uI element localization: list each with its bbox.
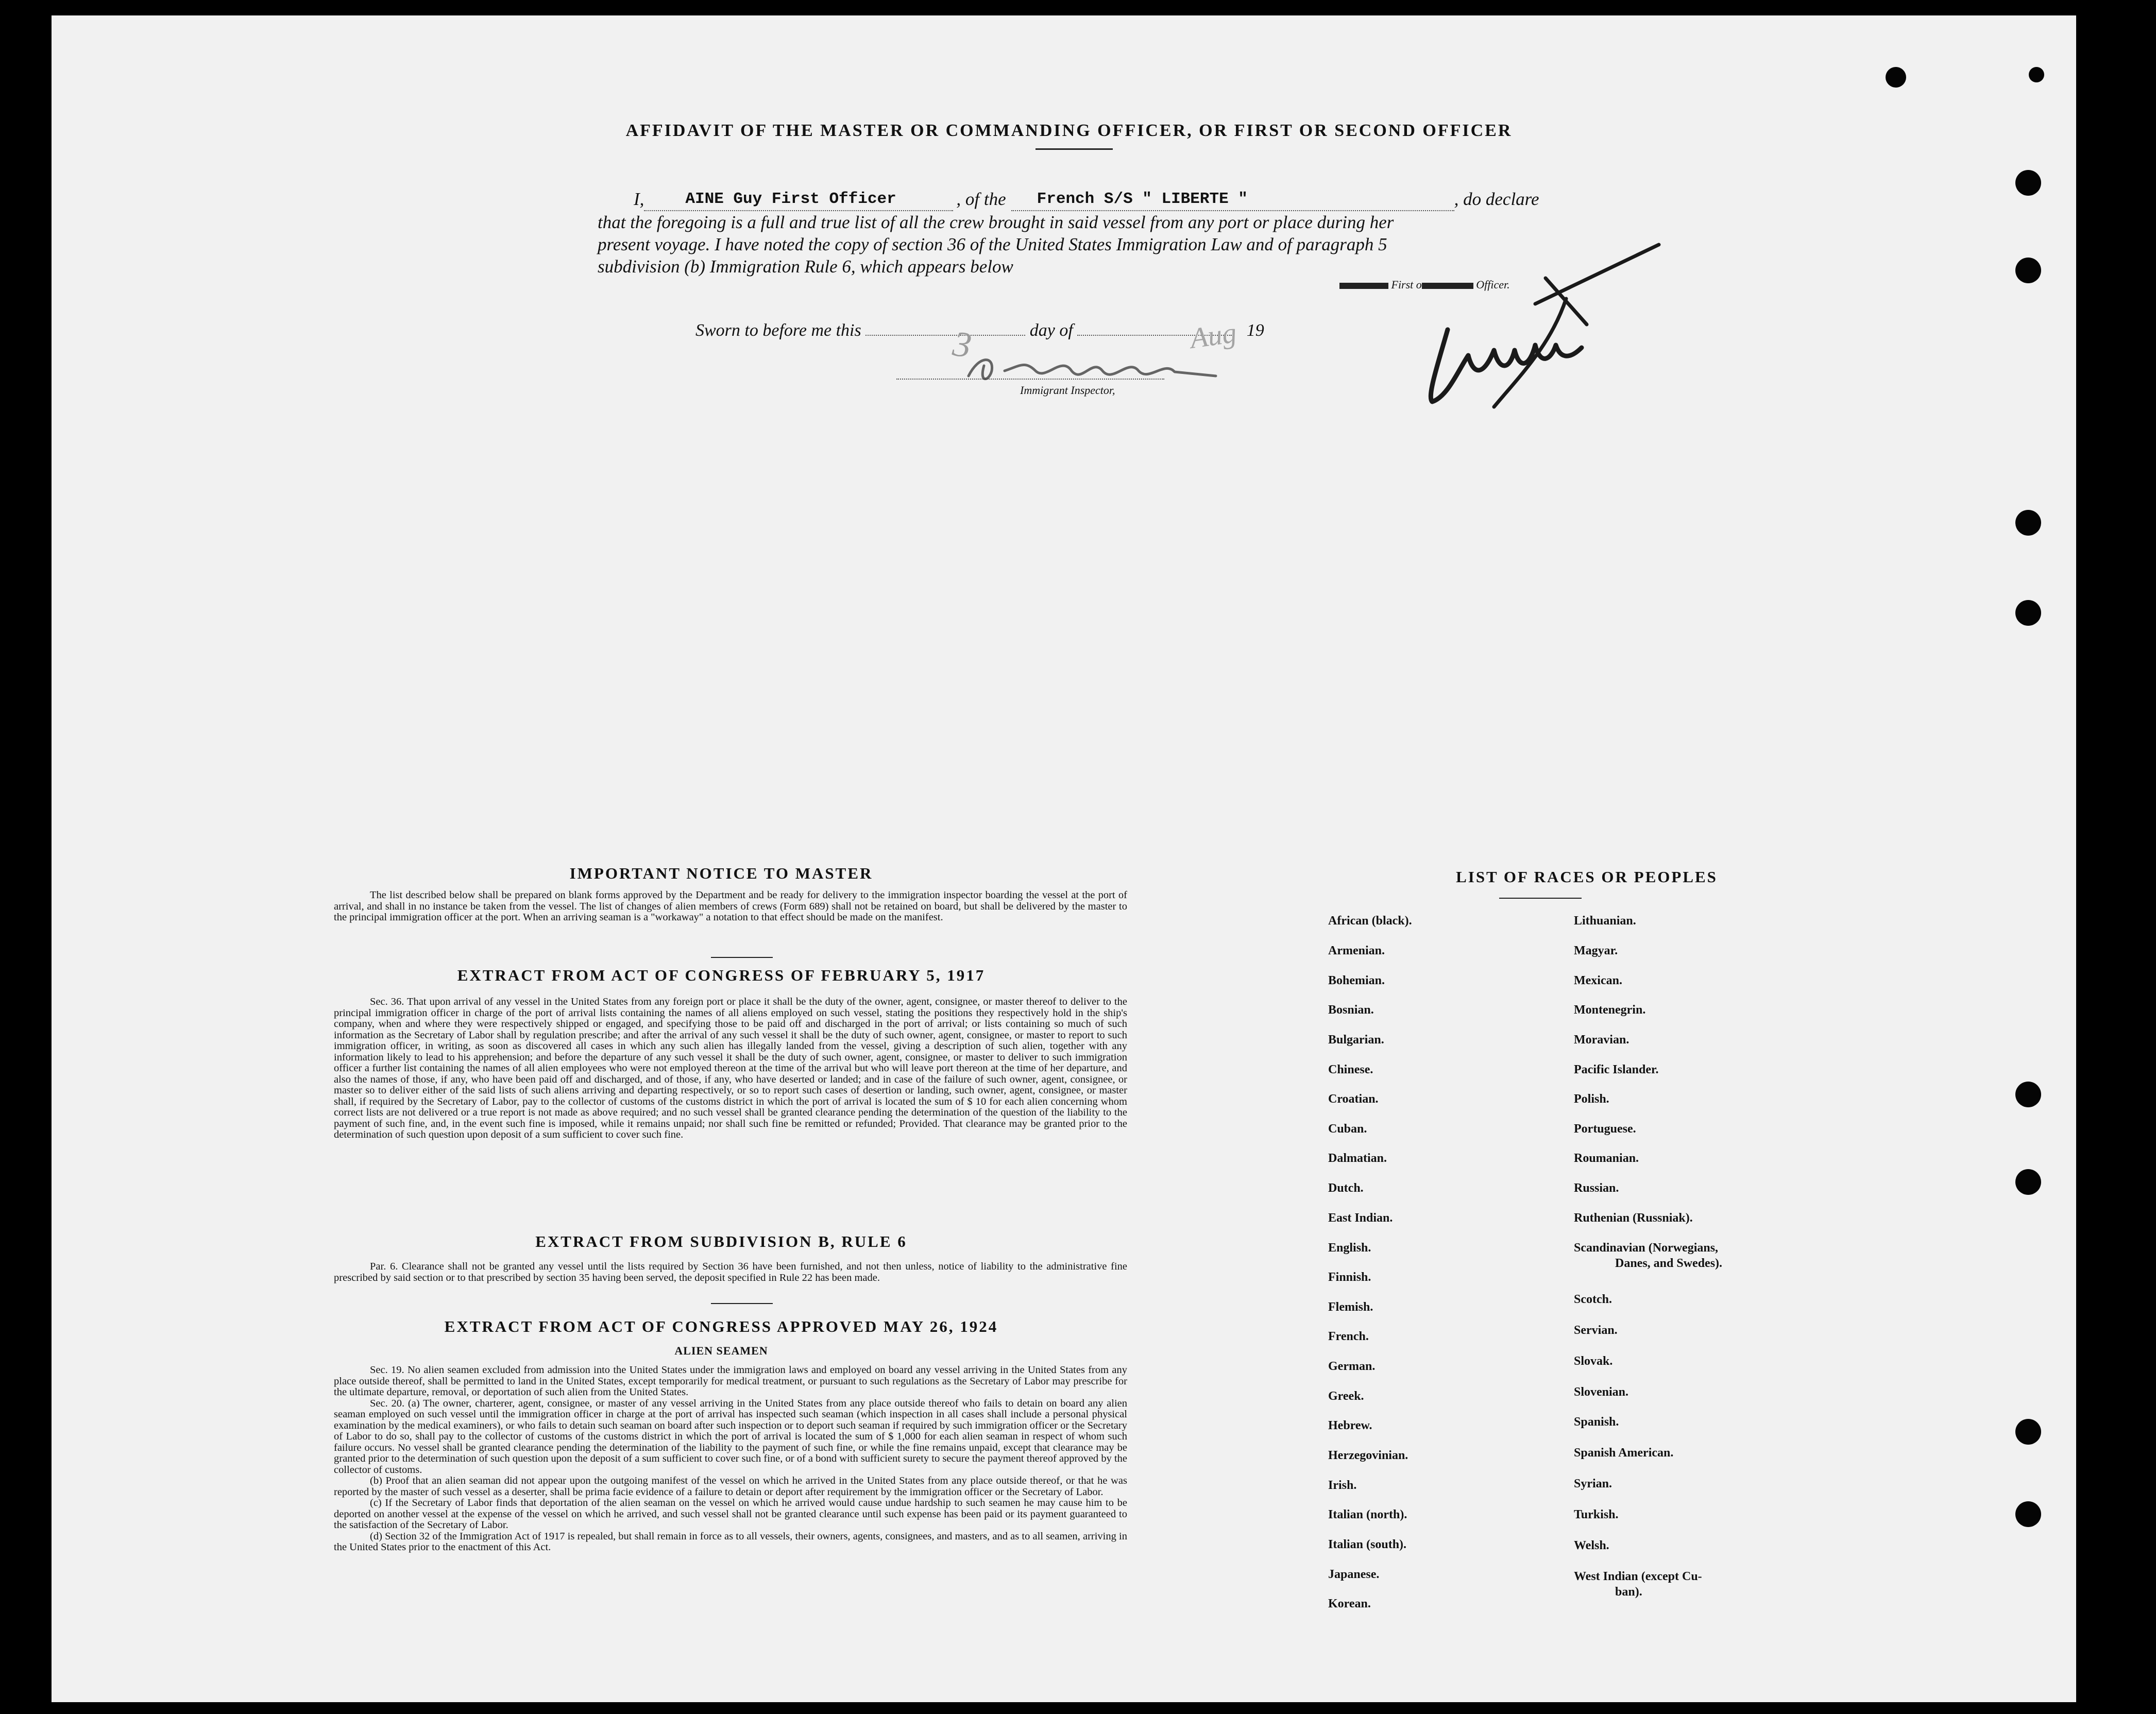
extract-1917-title: EXTRACT FROM ACT OF CONGRESS OF FEBRUARY 5, 1917 (457, 966, 986, 984)
extract-1917-body: Sec. 36. That upon arrival of any vessel in the United States from any foreign port or place it shall be the duty of the owner, agent, consignee, or master thereof to deliver to the principal immigration officer in charge of the port of arrival lists containing the names of all aliens employed on such vessel, stating the positions they respectively hold in the ship's company, when and where they were respectively shipped or engaged, and specifying those to be paid off and discharged in the port of arrival; or lists containing so much of such information as the Secretary of Labor shall by regulation prescribe; and after the arrival of any such vessel it shall be the duty of such owner, agent, consignee, or master to report to such immigration officer, in writing, as soon as discovered all cases in which any such alien has illegally landed from the vessel, giving a description of such alien, together with any information likely to lead to his apprehension; and before the departure of any such vessel it shall be the duty of such owner, agent, consignee, or master to deliver to such immigration officer a further list containing the names of all alien employees who were not employed thereon at the time of the arrival but who will leave port thereon at the time of her departure, and also the names of those, if any, who have been paid off and discharged, and of those, if any, who have deserted or landed; and in case of the failure of such owner, agent, consignee, or master so to deliver either of the said lists of such aliens arriving and departing respectively, or so to report such cases of desertion or landing, such owner, agent, consignee, or master shall, if required by the Secretary of Labor, pay to the collector of customs of the customs district in which the port of arrival is located the sum of $ 10 for each alien concerning whom correct lists are not delivered or a true report is not made as above required; and no such vessel shall be granted clearance pending the determination of the question of the liability to the payment of such fine, and, in the event such fine is imposed, while it remains unpaid; nor shall such fine be remitted or refunded; Provided. That clearance may be granted prior to the determination of such question upon deposit of a sum sufficient to cover such fine. (334, 996, 1127, 1140)
race-item: Magyar. (1574, 944, 1618, 957)
race-item: Portuguese. (1574, 1122, 1636, 1136)
race-item: Roumanian. (1574, 1152, 1639, 1165)
sec-20b-paragraph: (b) Proof that an alien seaman did not appear upon the outgoing manifest of the vessel on which he arrived in the United States from any place outside thereof, or that he was reported by the master of such vessel as a deserter, shall be prima facie evidence of a failure to detain or deport after requirement by the immigration officer or the Secretary of Labor. (334, 1475, 1127, 1498)
punch-hole-decoration (2015, 258, 2041, 283)
section-divider (711, 1303, 773, 1304)
race-item: Bulgarian. (1328, 1033, 1384, 1047)
officer-signature-image (1417, 242, 1664, 412)
race-item: Greek. (1328, 1390, 1364, 1403)
race-item: Scandinavian (Norwegians, (1574, 1241, 1719, 1255)
race-item: Danes, and Swedes). (1615, 1257, 1723, 1270)
extract-1924-title: EXTRACT FROM ACT OF CONGRESS APPROVED MAY 26, 1924 (444, 1317, 998, 1335)
race-item: Bohemian. (1328, 974, 1385, 987)
race-item: Cuban. (1328, 1122, 1367, 1136)
declaration-of-the: , of the (956, 189, 1006, 209)
race-item: Slovenian. (1574, 1385, 1629, 1399)
race-item: Herzegovinian. (1328, 1449, 1408, 1462)
punch-hole-decoration (2015, 600, 2041, 626)
race-item: Servian. (1574, 1324, 1618, 1337)
handwritten-month: Aug (1188, 317, 1239, 355)
punch-hole-decoration (2015, 1169, 2041, 1195)
punch-hole-decoration (2029, 67, 2044, 82)
declaration-line-2: that the foregoing is a full and true list of all the crew brought in said vessel from any port or place during her (598, 212, 1394, 232)
race-item: Dutch. (1328, 1181, 1364, 1195)
declaration-i: I, (634, 189, 644, 209)
sec-20a-paragraph: Sec. 20. (a) The owner, charterer, agent, consignee, or master of any vessel arriving in the United States from any place outside thereof who fails to detain on board any alien seaman employed on such vessel until the immigration officer in charge at the port of arrival has inspected such seaman (which inspection in all cases shall include a personal physical examination by the medical examiners), or who fails to detain such seaman on board after such inspection or to deport such seaman if required by such immigration officer or the Secretary of Labor to do so, shall pay to the collector of customs of the customs district in which the port of arrival is located the sum of $ 1,000 for each alien seaman in respect of whom such failure occurs. No vessel shall be granted clearance pending the determination of the liability to the payment of such fine, or while the fine remains unpaid, except that clearance may be granted prior to the determination of such question upon the deposit of a sum sufficient to cover such fine, or of a bond with sufficient surety to secure the payment thereof approved by the collector of customs. (334, 1397, 1127, 1476)
vessel-name-field: French S/S " LIBERTE " (1011, 188, 1454, 211)
race-item: Dalmatian. (1328, 1152, 1387, 1165)
affidavit-title: AFFIDAVIT OF THE MASTER OR COMMANDING OFFICER, OR FIRST OR SECOND OFFICER (625, 121, 1513, 140)
race-item: Japanese. (1328, 1568, 1380, 1581)
race-item: Welsh. (1574, 1539, 1609, 1552)
race-item: Italian (south). (1328, 1538, 1407, 1551)
race-item: Ruthenian (Russniak). (1574, 1211, 1693, 1225)
race-item: Mexican. (1574, 974, 1622, 987)
sec-19-paragraph: Sec. 19. No alien seamen excluded from admission into the United States under the immigration laws and employed on board any vessel arriving in the United States from any place outside thereof, shall be permitted to land in the United States, except temporarily for medical treatment, or pursuant to such regulations as the Secretary of Labor may prescribe for the ultimate departure, removal, or deportation of such alien from the United States. (334, 1364, 1127, 1398)
race-item: African (black). (1328, 914, 1412, 928)
punch-hole-decoration (2015, 1501, 2041, 1527)
race-item: Polish. (1574, 1092, 1609, 1106)
punch-hole-decoration (2015, 1082, 2041, 1107)
punch-hole-decoration (2015, 510, 2041, 536)
document-page (52, 15, 2076, 1702)
inspector-caption: Immigrant Inspector, (1020, 384, 1115, 397)
section-divider (711, 957, 773, 958)
race-item: Lithuanian. (1574, 914, 1636, 928)
race-item: Chinese. (1328, 1063, 1373, 1076)
subdivision-b-title: EXTRACT FROM SUBDIVISION B, RULE 6 (535, 1232, 907, 1250)
race-item: West Indian (except Cu- (1574, 1570, 1702, 1583)
title-underline (1035, 148, 1113, 150)
race-item: Finnish. (1328, 1271, 1371, 1284)
sec-20d-paragraph: (d) Section 32 of the Immigration Act of 1917 is repealed, but shall remain in force as to all vessels, their owners, agents, consignees, and masters, and as to all seamen, arriving in the United States prior to the enactment of this Act. (334, 1530, 1127, 1553)
punch-hole-decoration (1886, 67, 1906, 88)
handwritten-day: 3 (950, 323, 974, 366)
race-item: ban). (1615, 1585, 1642, 1599)
extract-1924-subtitle: ALIEN SEAMEN (674, 1344, 768, 1357)
race-item: Croatian. (1328, 1092, 1379, 1106)
race-item: Hebrew. (1328, 1419, 1372, 1432)
race-item: French. (1328, 1330, 1369, 1343)
race-item: Russian. (1574, 1181, 1619, 1195)
officer-name-field: AINE Guy First Officer (644, 188, 953, 211)
race-item: Spanish American. (1574, 1446, 1674, 1460)
race-item: Bosnian. (1328, 1003, 1374, 1017)
race-item: Scotch. (1574, 1293, 1612, 1306)
races-title: LIST OF RACES OR PEOPLES (1456, 868, 1718, 886)
punch-hole-decoration (2015, 1419, 2041, 1445)
declaration-do-declare: , do declare (1454, 189, 1539, 209)
subdivision-b-body: Par. 6. Clearance shall not be granted any vessel until the lists required by Section 36 have been furnished, and not then unless, notice of liability to the administrative fine prescribed by said section or to that prescribed by section 35 having been served, the deposit specified in Rule 22 has been made. (334, 1261, 1127, 1283)
race-item: East Indian. (1328, 1211, 1393, 1225)
race-item: Spanish. (1574, 1415, 1619, 1429)
race-item: Irish. (1328, 1479, 1357, 1492)
declaration-line-3: present voyage. I have noted the copy of section 36 of the United States Immigration Law and of paragraph 5 (598, 234, 1387, 254)
race-item: Syrian. (1574, 1477, 1612, 1490)
races-title-underline (1499, 898, 1582, 899)
race-item: Korean. (1328, 1597, 1371, 1610)
struck-out-word (1339, 283, 1388, 289)
inspector-signature-image (948, 335, 1278, 391)
race-item: Armenian. (1328, 944, 1385, 957)
race-item: Montenegrin. (1574, 1003, 1646, 1017)
race-item: Moravian. (1574, 1033, 1629, 1047)
race-item: Turkish. (1574, 1508, 1619, 1521)
race-item: Italian (north). (1328, 1508, 1407, 1521)
notice-body: The list described below shall be prepared on blank forms approved by the Department and be ready for delivery to the immigration inspector boarding the vessel at the port of arrival, and shall in no instance be taken from the vessel. The list of changes of alien members of crews (Form 689) shall not be retained on board, but shall be delivered by the master to the principal immigration officer at the port. When an arriving seaman is a "workaway" a notation to that effect should be made on the manifest. (334, 889, 1127, 923)
sworn-day-field (865, 319, 1025, 336)
punch-hole-decoration (2015, 170, 2041, 196)
notice-title: IMPORTANT NOTICE TO MASTER (569, 864, 873, 882)
declaration-line-4: subdivision (b) Immigration Rule 6, which appears below (598, 256, 1013, 277)
race-item: Slovak. (1574, 1355, 1613, 1368)
race-item: Pacific Islander. (1574, 1063, 1659, 1076)
race-item: German. (1328, 1360, 1376, 1373)
sec-20c-paragraph: (c) If the Secretary of Labor finds that deportation of the alien seaman on the vessel on which he arrived would cause undue hardship to such seamen he may cause him to be deported on another vessel at the expense of the vessel on which he arrived, and such vessel shall not be granted clearance until such expense has been paid or its payment guaranteed to the satisfaction of the Secretary of Labor. (334, 1497, 1127, 1531)
race-item: English. (1328, 1241, 1371, 1255)
race-item: Flemish. (1328, 1300, 1373, 1314)
sworn-line: Sworn to before me this day of 19 (695, 319, 1264, 340)
extract-1924-body (334, 1365, 1127, 1553)
officer-caption: First o Officer. (1339, 278, 1510, 292)
